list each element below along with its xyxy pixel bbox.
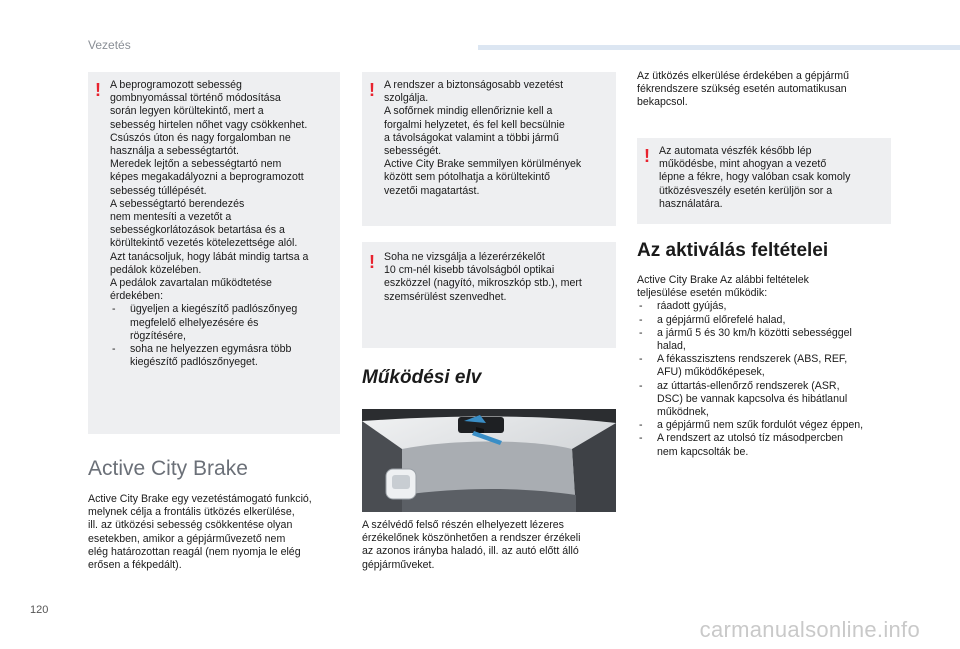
text-line: 10 cm-nél kisebb távolságból optikai [384, 264, 555, 277]
list-item [637, 419, 907, 432]
text-line: Active City Brake Az alábbi feltételek [637, 274, 809, 286]
text-line: Active City Brake egy vezetéstámogató funkció, [88, 493, 312, 505]
text-line: lépne a fékre, hogy valóban csak komoly [659, 171, 851, 184]
warning-box-laser-sensor [362, 242, 616, 348]
text-line: eszközzel (nagyító, mikroszkóp stb.), mert [384, 277, 582, 290]
warning-paragraph [110, 79, 338, 303]
list-item-line: működnek, [657, 406, 709, 419]
text-line: használja a sebességtartót. [110, 145, 239, 158]
text-line: Az automata vészfék később lép [659, 145, 812, 157]
text-line: szolgálja. [384, 92, 429, 105]
text-line: esetekben, amikor a gépjárművezető nem [88, 532, 286, 545]
figure-caption [362, 519, 620, 572]
warning-icon: ! [369, 252, 375, 272]
text-line: ill. az ütközési sebesség csökkentése olyan [88, 519, 293, 532]
text-line: pedálok közelében. [110, 263, 202, 276]
car-interior-image [362, 409, 616, 512]
list-item [637, 353, 907, 379]
list-item-line: - a gépjármű előrefelé halad, [657, 313, 786, 326]
list-item-line: halad, [657, 340, 686, 353]
warning-text [384, 251, 612, 304]
text-line: A pedálok zavartalan működtetése [110, 277, 272, 290]
list-item [637, 432, 907, 458]
section-title-activation-conditions: Az aktiválás feltételei [637, 240, 829, 261]
warning-text [110, 79, 338, 369]
text-line: A sebességtartó berendezés [110, 197, 245, 210]
warning-icon: ! [95, 80, 101, 100]
warning-text [384, 79, 612, 198]
text-line: melynek célja a frontális ütközés elkerülése, [88, 506, 295, 519]
text-line: sebességkorlátozások betartása és a [110, 224, 285, 237]
list-item-line: rögzítésére, [130, 329, 186, 342]
text-line: szemsérülést szenvedhet. [384, 290, 507, 303]
section-title-active-city-brake: Active City Brake [88, 457, 248, 480]
list-item-line: - A fékasszisztens rendszerek (ABS, REF, [657, 353, 848, 366]
text-line: gépjárműveket. [362, 558, 435, 571]
list-item-line: - a gépjármű nem szűk fordulót végez éppen, [657, 419, 864, 432]
list-item-line: - soha ne helyezzen egymásra több [130, 343, 292, 356]
list-item [110, 343, 338, 369]
text-line: működésbe, mint ahogyan a vezető [659, 158, 827, 171]
list-item-line: kiegészítő padlószőnyeget. [130, 356, 258, 369]
text-line: sebességét. [384, 145, 442, 158]
text-line: képes megakadályozni a beprogramozott [110, 171, 304, 184]
text-line: fékrendszere szükség esetén automatikusan [637, 83, 847, 96]
text-line: bekapcsol. [637, 96, 688, 109]
list-item-line: - a jármű 5 és 30 km/h közötti sebességgel [657, 326, 852, 339]
list-item-line: - A rendszert az utolsó tíz másodpercben [657, 432, 844, 445]
auto-brake-intro [637, 70, 897, 110]
section-title-operating-principle: Működési elv [362, 367, 482, 388]
list-item [110, 303, 338, 343]
text-line: érdekében: [110, 290, 164, 303]
text-line: során legyen körültekintő, mert a [110, 105, 264, 118]
warning-list [110, 303, 338, 369]
list-item [637, 300, 907, 313]
list-item-line: nem kapcsolták be. [657, 445, 749, 458]
list-item-line: megfelelő elhelyezésére és [130, 316, 259, 329]
text-line: A beprogramozott sebesség [110, 79, 242, 91]
text-line: elég határozottan reagál (nem nyomja le elég [88, 545, 301, 558]
text-line: Azt tanácsoljuk, hogy lábát mindig tartsa a [110, 250, 309, 263]
header-accent-bar [478, 45, 960, 50]
text-line: sebesség túllépését. [110, 184, 207, 197]
text-line: Soha ne vizsgálja a lézerérzékelőt [384, 251, 545, 263]
text-line: Az ütközés elkerülése érdekében a gépjármű [637, 70, 849, 82]
text-line: Active City Brake semmilyen körülmények [384, 158, 582, 171]
warning-box-emergency-brake [637, 138, 891, 224]
text-line: gombnyomással történő módosítása [110, 92, 281, 105]
text-line: a távolságokat valamint a többi jármű [384, 131, 559, 144]
conditions-block [637, 274, 907, 459]
list-item-line: - ráadott gyújás, [657, 300, 727, 313]
text-line: Csúszós úton és nagy forgalomban ne [110, 131, 291, 144]
warning-icon: ! [369, 80, 375, 100]
watermark: carmanualsonline.info [699, 617, 920, 642]
text-line: az azonos irányba haladó, ill. az autó előtt álló [362, 545, 579, 558]
list-item-line: DSC) be vannak kapcsolva és hibátlanul [657, 392, 848, 405]
conditions-list [637, 300, 907, 458]
page-number: 120 [30, 604, 49, 616]
windshield-sensor-illustration [362, 409, 616, 512]
text-line: használatára. [659, 197, 723, 210]
list-item [637, 327, 907, 353]
section-label: Vezetés [88, 38, 131, 52]
text-line: sebesség hirtelen nőhet vagy csökkenhet. [110, 118, 308, 131]
warning-text [659, 145, 887, 211]
intro-paragraph [88, 493, 344, 572]
text-line: nem mentesíti a vezetőt a [110, 211, 232, 224]
text-line: A rendszer a biztonságosabb vezetést [384, 79, 564, 91]
text-line: érzékelőnek köszönhetően a rendszer érzékeli [362, 532, 581, 545]
text-line: körültekintő vezetés kötelezettsége alól. [110, 237, 298, 250]
conditions-intro [637, 274, 907, 300]
warning-box-driver-responsibility [362, 72, 616, 226]
list-item [637, 380, 907, 420]
list-item-line: - ügyeljen a kiegészítő padlószőnyeg [130, 303, 298, 316]
text-line: forgalmi helyzetet, és fel kell becsülnie [384, 118, 565, 131]
list-item-line: AFU) működőképesek, [657, 366, 765, 379]
text-line: A szélvédő felső részén elhelyezett lézeres [362, 519, 564, 531]
text-line: erősen a fékpedált). [88, 559, 182, 572]
list-item [637, 314, 907, 327]
text-line: vezetői magatartást. [384, 184, 480, 197]
text-line: ütközésveszély esetén kerüljön sor a [659, 184, 833, 197]
text-line: Meredek lejtőn a sebességtartó nem [110, 158, 282, 171]
warning-box-cruise-control [88, 72, 340, 434]
text-line: között sem pótolhatja a körültekintő [384, 171, 551, 184]
text-line: A sofőrnek mindig ellenőriznie kell a [384, 105, 553, 118]
text-line: teljesülése esetén működik: [637, 287, 768, 300]
warning-icon: ! [644, 146, 650, 166]
list-item-line: - az úttartás-ellenőrző rendszerek (ASR, [657, 379, 840, 392]
